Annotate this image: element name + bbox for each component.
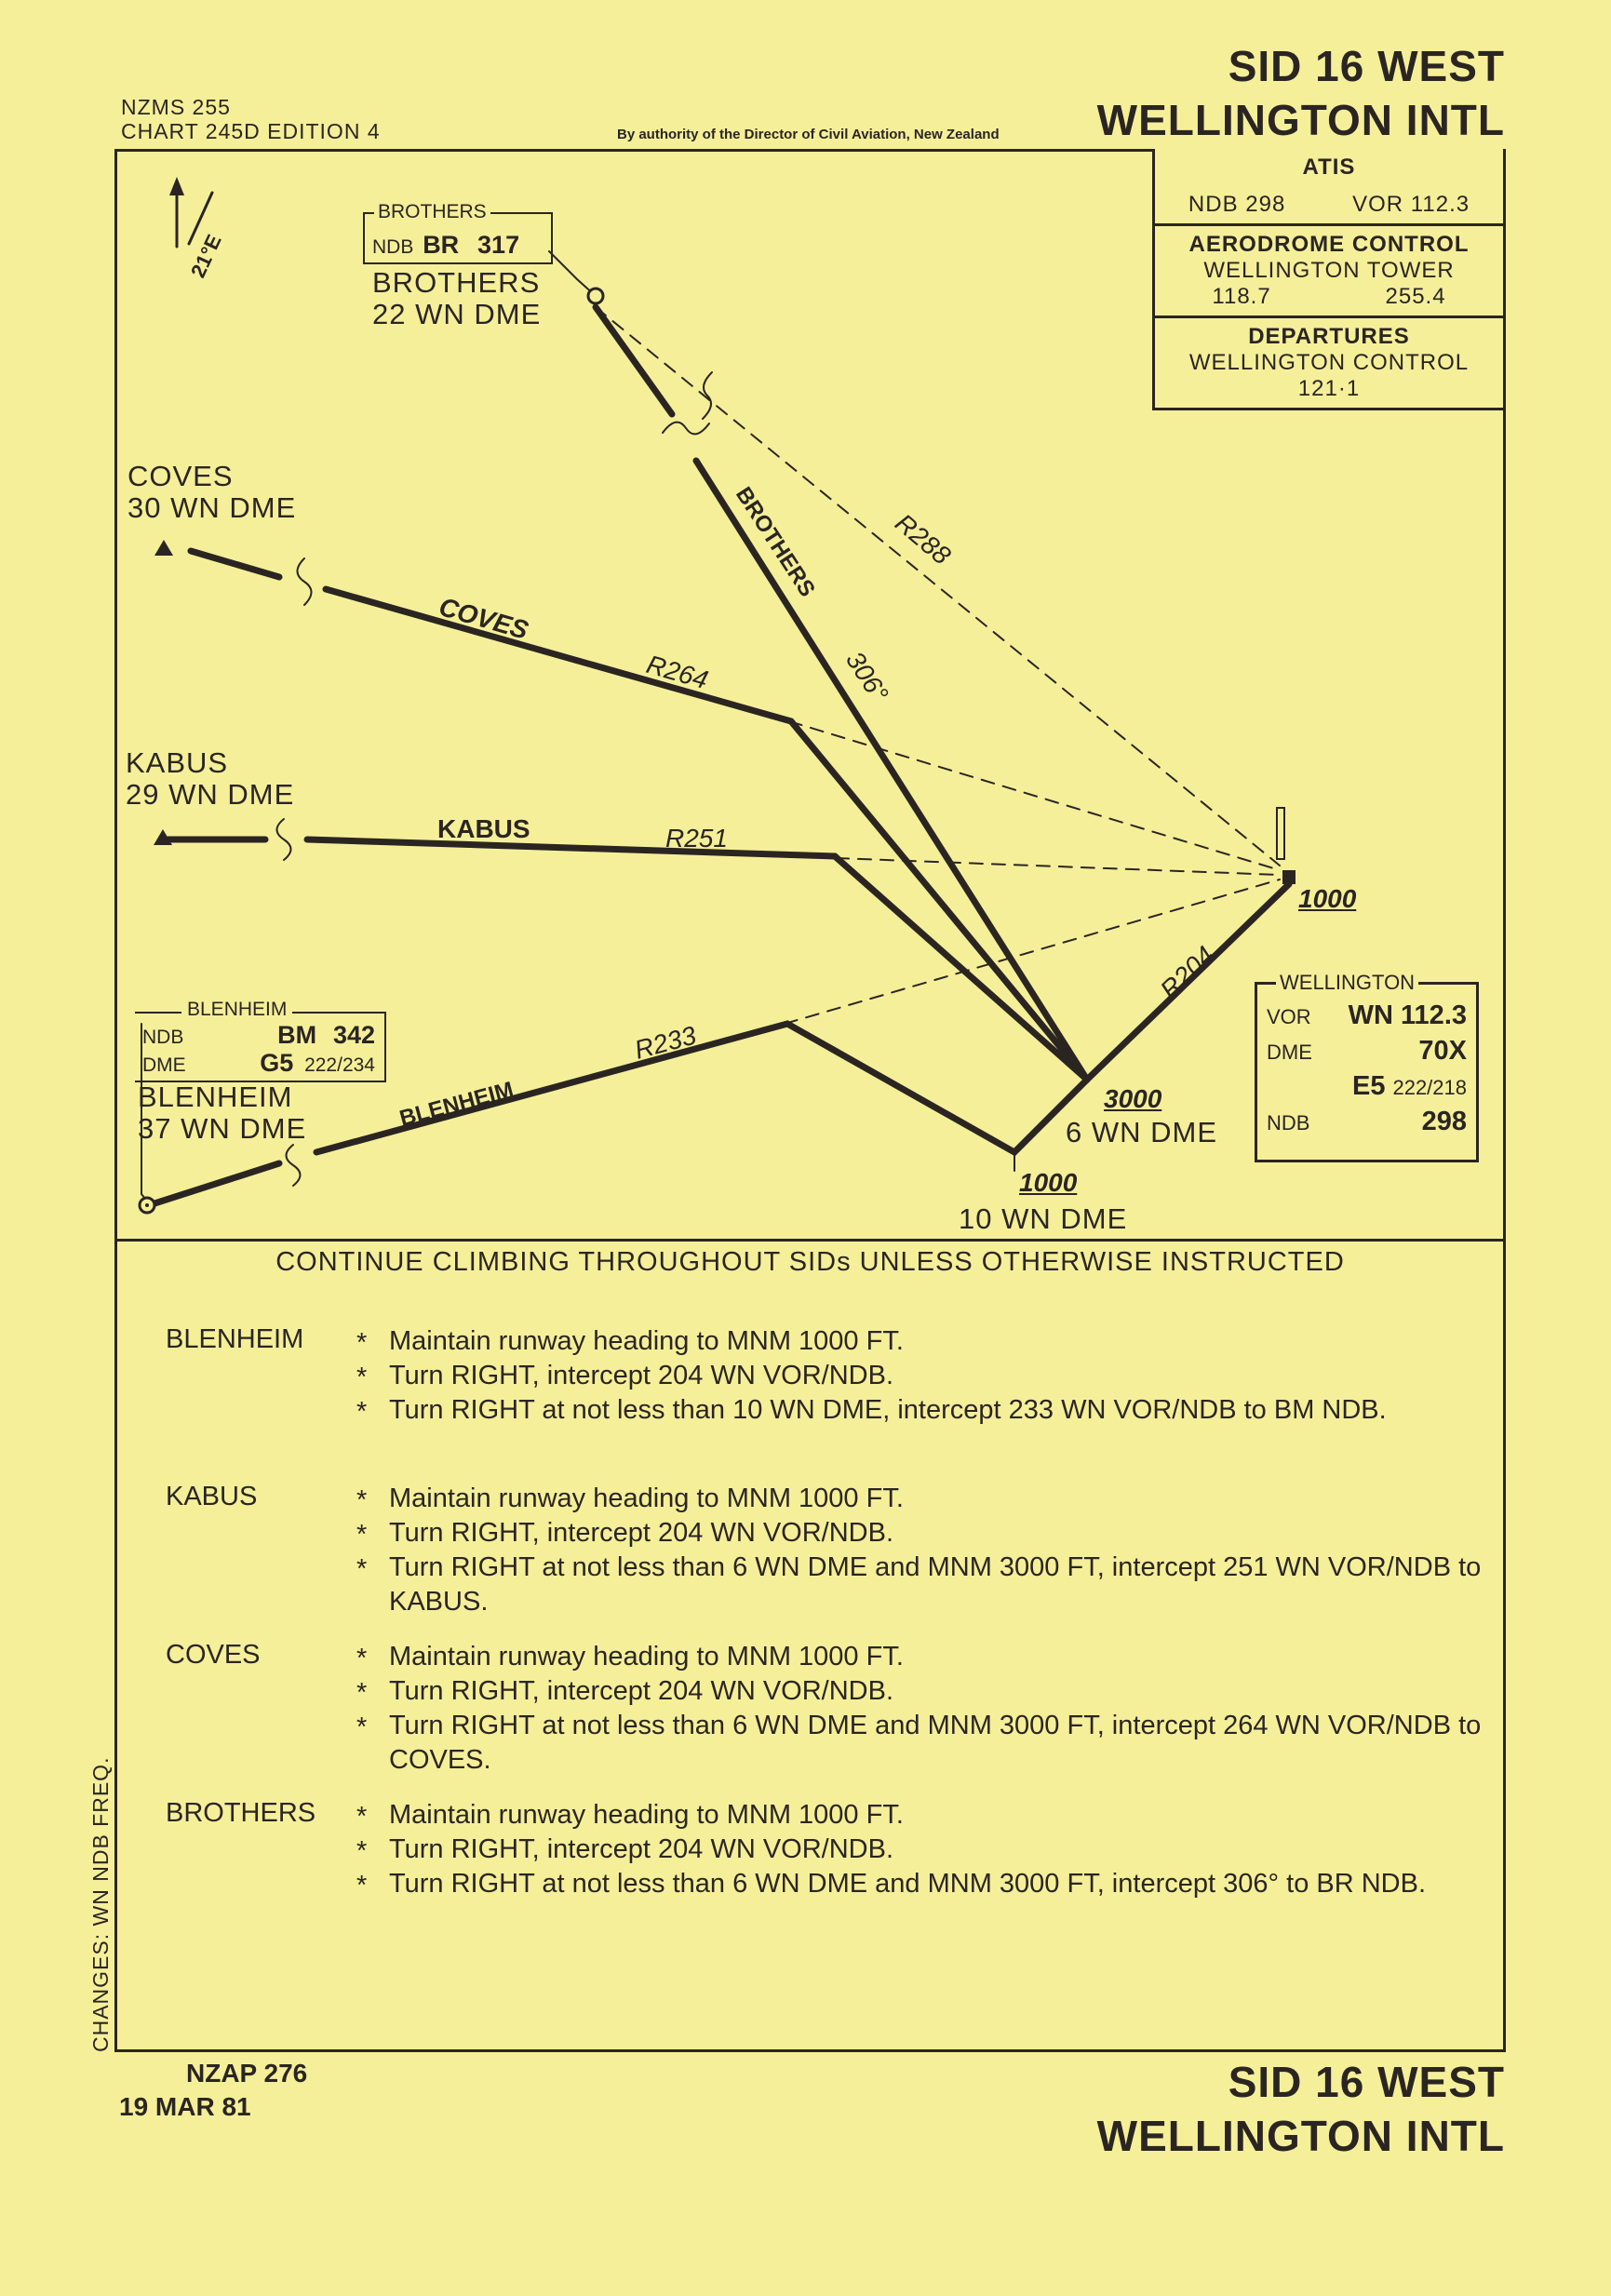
brothers-fix-label — [372, 267, 541, 330]
blenheim-ndb-freq: 342 — [332, 1021, 375, 1049]
procedure-step: * Maintain runway heading to MNM 1000 FT. — [356, 1482, 1487, 1516]
procedure-step: * Turn RIGHT, intercept 204 WN VOR/NDB. — [356, 1833, 1487, 1867]
departures-unit: WELLINGTON CONTROL — [1188, 350, 1470, 375]
airport-symbol — [1282, 870, 1296, 884]
departures-heading: DEPARTURES — [1248, 324, 1410, 349]
blenheim-ndb-ident: BM — [277, 1021, 317, 1049]
aerodrome-unit: WELLINGTON TOWER — [1203, 258, 1455, 283]
brothers-box-freq: 317 — [477, 231, 520, 259]
brothers-fix-name: BROTHERS — [372, 266, 541, 299]
procedure-name: KABUS — [166, 1482, 258, 1511]
procedure-step: * Maintain runway heading to MNM 1000 FT. — [356, 1798, 1487, 1833]
footer-title-airport: WELLINGTON INTL — [1096, 2112, 1505, 2160]
procedure-name: BLENHEIM — [166, 1324, 304, 1354]
wellington-box-title: WELLINGTON — [1276, 971, 1418, 995]
wellington-navaid-box — [1255, 971, 1479, 1162]
r264-dashed-line — [789, 721, 1280, 870]
title-airport: WELLINGTON INTL — [1096, 96, 1505, 144]
brothers-box-title: BROTHERS — [374, 201, 490, 223]
wellington-dme2-value: E5 — [1351, 1071, 1386, 1101]
departures-freq: 121·1 — [1297, 376, 1361, 401]
coves-track-end — [191, 551, 279, 577]
blenheim-dme-radials: 222/234 — [304, 1054, 375, 1076]
departures-section — [1155, 316, 1503, 408]
atis-vor: VOR 112.3 — [1352, 192, 1470, 217]
procedure-step: * Turn RIGHT at not less than 6 WN DME and MNM 3000 FT, intercept 264 WN VOR/NDB to COVES. — [356, 1709, 1487, 1778]
coves-route-label: COVES — [436, 591, 532, 645]
north-arrow-head — [169, 177, 184, 195]
r264-label: R264 — [643, 649, 712, 695]
coves-fix-triangle — [154, 540, 173, 556]
wellington-ndb-label: NDB — [1267, 1111, 1310, 1135]
procedure-step: * Maintain runway heading to MNM 1000 FT. — [356, 1324, 1487, 1359]
blenheim-departure-track — [316, 1024, 1087, 1152]
wellington-dme2-radials: 222/218 — [1392, 1076, 1467, 1099]
ten-dme-altitude: 1000 — [1019, 1168, 1078, 1197]
procedure-step: * Turn RIGHT, intercept 204 WN VOR/NDB. — [356, 1359, 1487, 1393]
procedure-step: * Turn RIGHT at not less than 6 WN DME and MNM 3000 FT, intercept 306° to BR NDB. — [356, 1867, 1487, 1901]
blenheim-route-label: BLENHEIM — [396, 1077, 517, 1132]
airport-altitude: 1000 — [1298, 884, 1357, 913]
atis-section — [1155, 149, 1503, 223]
wellington-ndb-value: 298 — [1421, 1107, 1467, 1136]
wellington-dme-value: 70X — [1418, 1036, 1467, 1066]
six-dme-altitude: 3000 — [1104, 1084, 1162, 1113]
brothers-ndb-symbol — [588, 289, 603, 303]
wellington-vor-value: WN 112.3 — [1348, 1000, 1467, 1030]
blenheim-dme-label: DME — [142, 1054, 186, 1076]
brothers-box-type: NDB — [372, 236, 414, 258]
changes-note: CHANGES: WN NDB FREQ. — [88, 1756, 113, 2052]
procedure-step: * Turn RIGHT, intercept 204 WN VOR/NDB. — [356, 1674, 1487, 1709]
procedure-name: COVES — [166, 1640, 261, 1670]
kabus-route-label: KABUS — [437, 814, 530, 843]
brothers-track — [696, 461, 1087, 1080]
procedure-name: BROTHERS — [166, 1798, 316, 1828]
runway-marker — [1277, 808, 1284, 859]
procedure-step: * Turn RIGHT at not less than 6 WN DME and MNM 3000 FT, intercept 251 WN VOR/NDB to KABUS. — [356, 1551, 1487, 1619]
blenheim-track-end — [149, 1163, 279, 1205]
wellington-vor-label: VOR — [1267, 1005, 1311, 1028]
blenheim-box-title: BLENHEIM — [181, 999, 292, 1021]
chart-series: NZMS 255 — [121, 95, 231, 119]
aerodrome-heading: AERODROME CONTROL — [1188, 232, 1470, 257]
footer-title-procedure: SID 16 WEST — [1228, 2058, 1505, 2106]
title-procedure: SID 16 WEST — [1228, 42, 1505, 90]
brothers-break — [663, 423, 709, 435]
brothers-fix-dme: 22 WN DME — [372, 298, 542, 330]
coves-break — [298, 558, 312, 605]
atis-heading: ATIS — [1302, 154, 1356, 180]
r288-label: R288 — [890, 507, 957, 571]
procedure-step: * Maintain runway heading to MNM 1000 FT. — [356, 1640, 1487, 1674]
brothers-route-label: BROTHERS — [730, 482, 820, 602]
blenheim-fix-label — [138, 1081, 306, 1145]
blenheim-fix-dme: 37 WN DME — [138, 1112, 307, 1145]
atis-ndb: NDB 298 — [1188, 192, 1286, 217]
authority-note: By authority of the Director of Civil Aviation, New Zealand — [617, 127, 1000, 142]
footer-date: 19 MAR 81 — [119, 2092, 251, 2121]
blenheim-fix-name: BLENHEIM — [138, 1081, 293, 1113]
brothers-track-end — [596, 307, 672, 414]
brothers-track-label: 306° — [839, 646, 894, 707]
section-divider — [114, 1239, 1506, 1242]
coves-fix-name: COVES — [128, 460, 234, 492]
kabus-fix-dme: 29 WN DME — [126, 778, 295, 811]
six-dme-label: 6 WN DME — [1066, 1116, 1217, 1148]
blenheim-ndb-label: NDB — [142, 1027, 184, 1048]
blenheim-break — [287, 1145, 301, 1186]
kabus-break — [277, 819, 291, 860]
r204-label: R204 — [1154, 940, 1220, 1005]
brothers-box-ident: BR — [423, 231, 460, 259]
wellington-dme-label: DME — [1267, 1041, 1312, 1064]
blenheim-box — [135, 999, 386, 1082]
frequency-panel — [1152, 149, 1506, 410]
kabus-fix-label — [126, 747, 294, 811]
coves-fix-label — [128, 461, 296, 524]
coves-fix-dme: 30 WN DME — [128, 491, 297, 524]
r251-label: R251 — [665, 824, 728, 853]
brothers-ndb-box — [363, 201, 553, 264]
kabus-fix-name: KABUS — [126, 746, 229, 779]
aerodrome-section — [1155, 223, 1503, 316]
chart-edition: CHART 245D EDITION 4 — [121, 119, 381, 143]
footer-title — [1040, 2055, 1505, 2163]
r233-label: R233 — [631, 1020, 700, 1065]
footer-ref: NZAP 276 — [186, 2059, 308, 2088]
variation-label: 21°E — [185, 231, 226, 282]
climb-instruction-heading: CONTINUE CLIMBING THROUGHOUT SIDs UNLESS OTHERWISE INSTRUCTED — [275, 1247, 1345, 1277]
aerodrome-freq-2: 255.4 — [1385, 284, 1446, 309]
aerodrome-freq-1: 118.7 — [1212, 284, 1271, 309]
procedure-step: * Turn RIGHT, intercept 204 WN VOR/NDB. — [356, 1516, 1487, 1551]
blenheim-dme-channel: G5 — [260, 1049, 294, 1077]
brothers-box-leader — [549, 251, 596, 296]
ten-dme-label: 10 WN DME — [959, 1202, 1128, 1235]
procedure-step: * Turn RIGHT at not less than 10 WN DME, intercept 233 WN VOR/NDB to BM NDB. — [356, 1393, 1487, 1428]
